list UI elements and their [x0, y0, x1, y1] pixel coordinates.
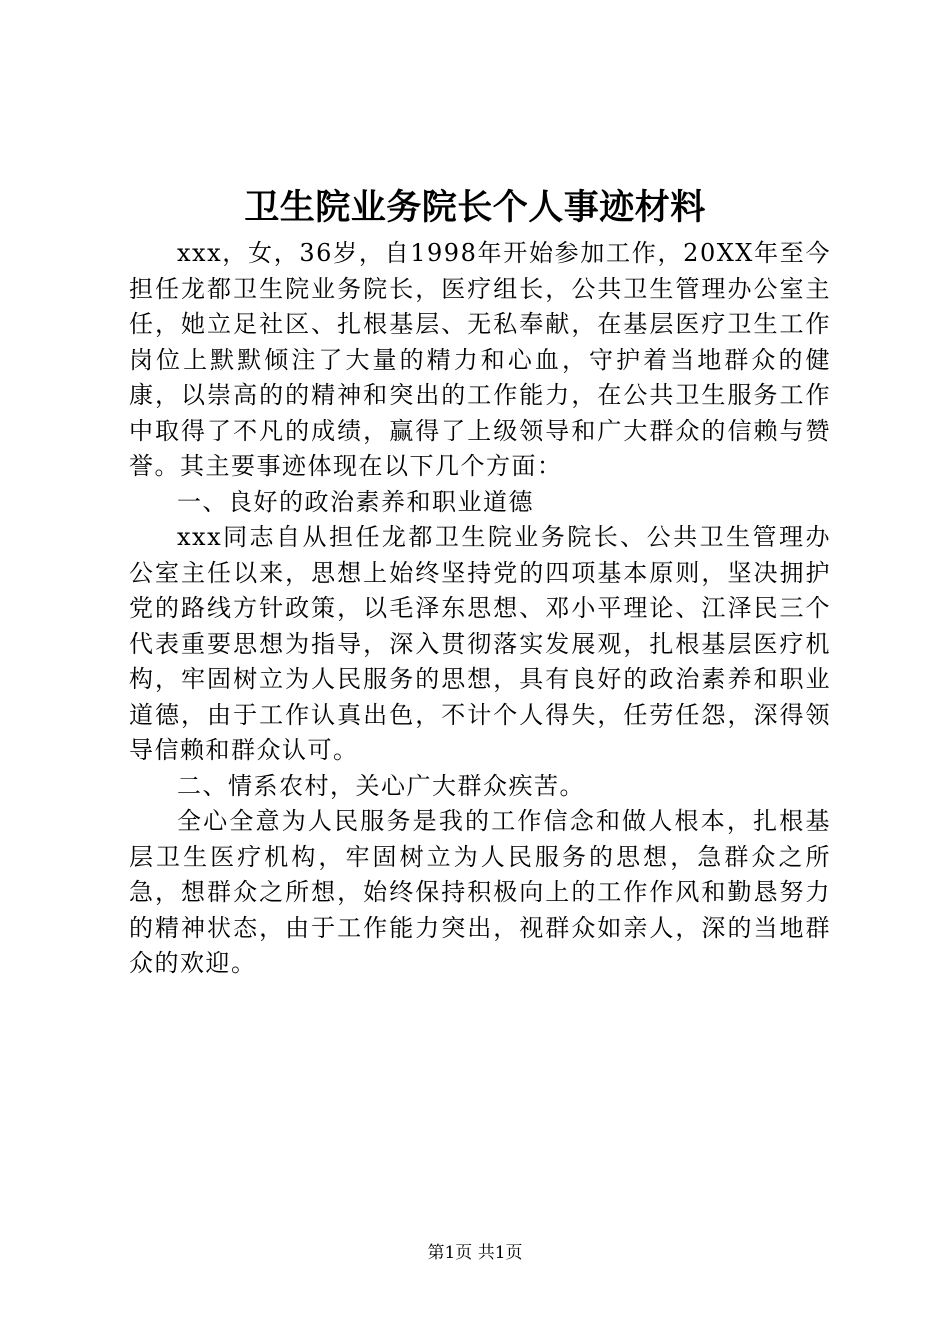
intro-paragraph: xxx，女，36岁，自1998年开始参加工作，20XX年至今担任龙都卫生院业务院长，医疗组长，公共卫生管理办公室主任，她立足社区、扎根基层、无私奉献，在基层医疗卫生工作岗位上默默倾注了大量的精力和心血，守护着当地群众的健康，以崇高的的精神和突出的工作能力，在公共卫生服务工作中取得了不凡的成绩，赢得了上级领导和广大群众的信赖与赞誉。其主要事迹体现在以下几个方面： — [129, 239, 831, 480]
section-heading-1: 一、良好的政治素养和职业道德 — [177, 487, 534, 516]
section-1-paragraph: xxx同志自从担任龙都卫生院业务院长、公共卫生管理办公室主任以来，思想上始终坚持党的四项基本原则，坚决拥护党的路线方针政策，以毛泽东思想、邓小平理论、江泽民三个代表重要思想为指导，深入贯彻落实发展观，扎根基层医疗机构，牢固树立为人民服务的思想，具有良好的政治素养和职业道德，由于工作认真出色，不计个人得失，任劳任怨，深得领导信赖和群众认可。 — [129, 523, 831, 764]
document-body — [129, 236, 831, 982]
section-heading-2: 二、情系农村，关心广大群众疾苦。 — [177, 771, 585, 800]
document-title: 卫生院业务院长个人事迹材料 — [244, 187, 706, 228]
section-2-paragraph: 全心全意为人民服务是我的工作信念和做人根本，扎根基层卫生医疗机构，牢固树立为人民服务的思想，急群众之所急，想群众之所想，始终保持积极向上的工作作风和勤恳努力的精神状态，由于工作能力突出，视群众如亲人，深的当地群众的欢迎。 — [129, 807, 831, 977]
page-footer: 第1页 共1页 — [427, 1243, 523, 1263]
